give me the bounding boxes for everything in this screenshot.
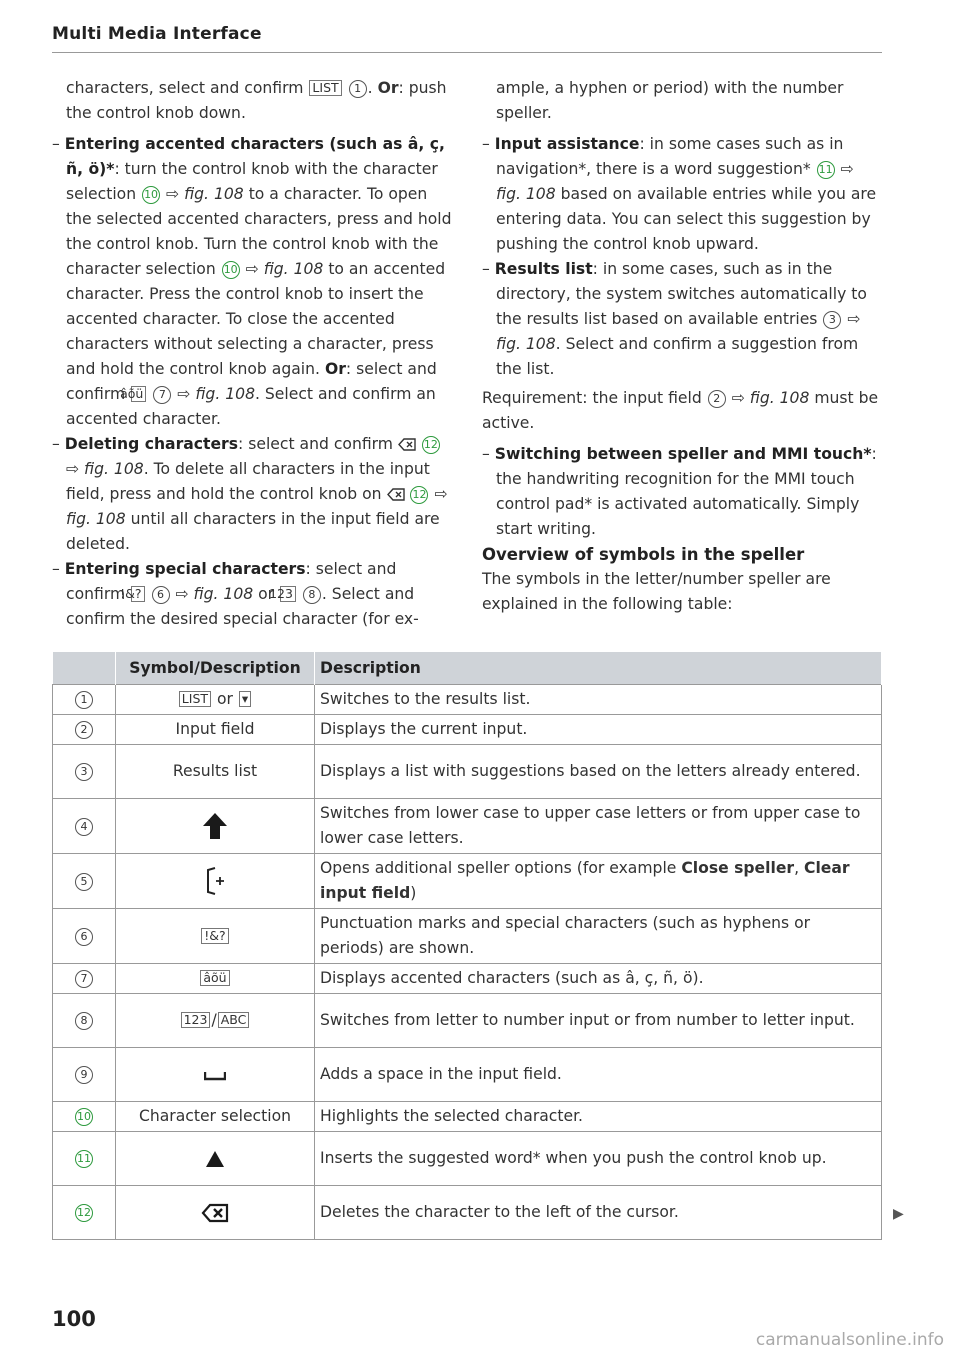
backspace-icon (387, 485, 405, 503)
callout-3: 3 (75, 763, 93, 781)
fig-ref: fig. 108 (66, 510, 126, 528)
table-header-num (53, 652, 116, 685)
fig-ref: fig. 108 (195, 385, 255, 403)
table-cell-desc: Displays a list with suggestions based on the letters already entered. (315, 745, 882, 799)
table-row (53, 1186, 882, 1240)
callout-5: 5 (75, 873, 93, 891)
ref-arrow: ⇨ (731, 389, 745, 407)
callout-10: 10 (75, 1108, 93, 1126)
callout-12: 12 (410, 486, 428, 504)
table-cell-desc: Punctuation marks and special characters (such as hyphens or periods) are shown. (315, 909, 882, 964)
ref-arrow: ⇨ (175, 585, 189, 603)
table-cell-desc: Inserts the suggested word* when you push the control knob up. (315, 1132, 882, 1186)
down-key: ▾ (239, 691, 251, 707)
callout-10: 10 (222, 261, 240, 279)
ref-arrow: ⇨ (177, 385, 191, 403)
letter-key: ABC (218, 1012, 250, 1028)
bullet-switching: – Switching between speller and MMI touch*: the handwriting recognition for the MMI touch control pad* is activated automatically. Simply start writing. (482, 445, 877, 538)
space-bar-icon (204, 1065, 226, 1083)
fig-ref: fig. 108 (263, 260, 324, 278)
symbols-table (52, 652, 882, 1240)
callout-6: 6 (152, 586, 170, 604)
bullet-accented: – Entering accented characters (such as â, ç, ñ, ö)*: turn the control knob with the character selection 10 ⇨ fig. 108 to a character. To open the selected accented characters, press and hold the control knob. Turn the control knob with the character selection 10 ⇨ fig. 108 to an accented character. Press the control knob to insert the accented character. To close the accented characters without selecting a character, press and hold the control knob again. Or: select and confirm âõü 7 ⇨ fig. 108. Select and confirm an accented character. (52, 135, 452, 428)
table-row (53, 715, 882, 745)
callout-1: 1 (75, 691, 93, 709)
fig-ref: fig. 108 (84, 460, 144, 478)
page-header: Multi Media Interface (52, 24, 262, 44)
table-row: 8 123 / ABC Switches from letter to number input or from number to letter input. (53, 994, 882, 1048)
requirement-text: Requirement: the input field 2 ⇨ fig. 108 must be active. (482, 389, 879, 432)
watermark: carmanualsonline.info (755, 1330, 944, 1350)
fig-ref: fig. 108 (496, 185, 556, 203)
table-cell-desc: Switches from lower case to upper case letters or from upper case to lower case letters. (315, 799, 882, 854)
callout-11: 11 (75, 1150, 93, 1168)
suggestion-arrow-icon (205, 1149, 225, 1167)
table-cell-desc: Switches to the results list. (315, 685, 882, 715)
special-key: !&? (131, 586, 144, 602)
callout-7: 7 (75, 970, 93, 988)
fig-ref: fig. 108 (193, 585, 254, 603)
ref-arrow: ⇨ (166, 185, 180, 203)
table-header-symbol: Symbol/Description (116, 652, 315, 685)
bullet-input-assistance: – Input assistance: in some cases such as in navigation*, there is a word suggestion* 11 ⇨ fig. 108 based on available entries while you are entering data. You can select this suggestion by pushing the control knob upward. (482, 135, 877, 253)
table-row (53, 1048, 882, 1102)
table-cell-desc: Opens additional speller options (for example Close speller, Clear input field) (315, 854, 882, 909)
table-row (53, 909, 882, 964)
callout-11: 11 (817, 161, 835, 179)
callout-1: 1 (349, 80, 367, 98)
table-row (53, 1132, 882, 1186)
left-continuation: characters, select and confirm LIST 1 . Or: push the control knob down. (66, 79, 447, 122)
accent-key: âõü (200, 970, 229, 986)
callout-10: 10 (142, 186, 160, 204)
fig-ref: fig. 108 (749, 389, 810, 407)
table-header-row (53, 652, 882, 685)
right-continuation: ample, a hyphen or period) with the number speller. (496, 79, 844, 122)
list-key: LIST (179, 691, 211, 707)
table-cell-desc: Displays accented characters (such as â, ç, ñ, ö). (315, 964, 882, 994)
section-intro: The symbols in the letter/number speller are explained in the following table: (482, 570, 831, 613)
header-rule (52, 52, 882, 53)
page-number: 100 (52, 1307, 96, 1331)
fig-ref: fig. 108 (496, 335, 556, 353)
table-row (53, 854, 882, 909)
table-cell-symbol: Character selection (116, 1102, 315, 1132)
fig-ref: fig. 108 (184, 185, 244, 203)
table-cell-desc: Deletes the character to the left of the cursor. (315, 1186, 882, 1240)
ref-arrow: ⇨ (840, 160, 854, 178)
accent-key: âõü (131, 386, 146, 402)
ref-arrow: ⇨ (847, 310, 861, 328)
callout-2: 2 (708, 390, 726, 408)
callout-8: 8 (303, 586, 321, 604)
callout-2: 2 (75, 721, 93, 739)
callout-4: 4 (75, 818, 93, 836)
table-cell-desc: Adds a space in the input field. (315, 1048, 882, 1102)
list-key: LIST (309, 80, 341, 96)
backspace-icon (398, 435, 416, 453)
table-header-description: Description (315, 652, 882, 685)
number-key: 123 (181, 1012, 211, 1028)
table-cell-desc: Switches from letter to number input or from number to letter input. (315, 994, 882, 1048)
next-page-marker: ▶ (893, 1206, 904, 1222)
bullet-deleting: – Deleting characters: select and confirm 12 ⇨ fig. 108. To delete all characters in the input field, press and hold the control knob on 12 ⇨ fig. 108 until all characters in the input field are deleted. (52, 435, 448, 553)
table-row (53, 1102, 882, 1132)
table-cell-symbol: Results list (116, 745, 315, 799)
right-column (482, 76, 882, 617)
callout-3: 3 (823, 311, 841, 329)
ref-arrow: ⇨ (245, 260, 259, 278)
table-cell-symbol: Input field (116, 715, 315, 745)
table-cell-desc: Highlights the selected character. (315, 1102, 882, 1132)
ref-arrow: ⇨ (66, 460, 80, 478)
callout-6: 6 (75, 928, 93, 946)
table-row (53, 964, 882, 994)
table-row: 1 LIST or ▾ Switches to the results list. (53, 685, 882, 715)
section-heading: Overview of symbols in the speller (482, 545, 805, 564)
callout-9: 9 (75, 1066, 93, 1084)
backspace-icon (201, 1203, 229, 1221)
table-row (53, 799, 882, 854)
bullet-results-list: – Results list: in some cases, such as in the directory, the system switches automatically to the results list based on available entries 3 ⇨ fig. 108. Select and confirm a suggestion from the list. (482, 260, 867, 378)
table-row (53, 745, 882, 799)
callout-12: 12 (75, 1204, 93, 1222)
callout-7: 7 (153, 386, 171, 404)
bullet-special: – Entering special characters: select and confirm !&? 6 ⇨ fig. 108 or 123 8 . Select and confirm the desired special character (for ex- (52, 560, 419, 628)
callout-8: 8 (75, 1012, 93, 1030)
ref-arrow: ⇨ (434, 485, 448, 503)
callout-12: 12 (422, 436, 440, 454)
table-cell-desc: Displays the current input. (315, 715, 882, 745)
left-column (52, 76, 452, 632)
speller-options-icon (204, 872, 226, 890)
special-key: !&? (201, 928, 228, 944)
shift-arrow-icon (202, 817, 228, 835)
number-key: 123 (280, 586, 296, 602)
